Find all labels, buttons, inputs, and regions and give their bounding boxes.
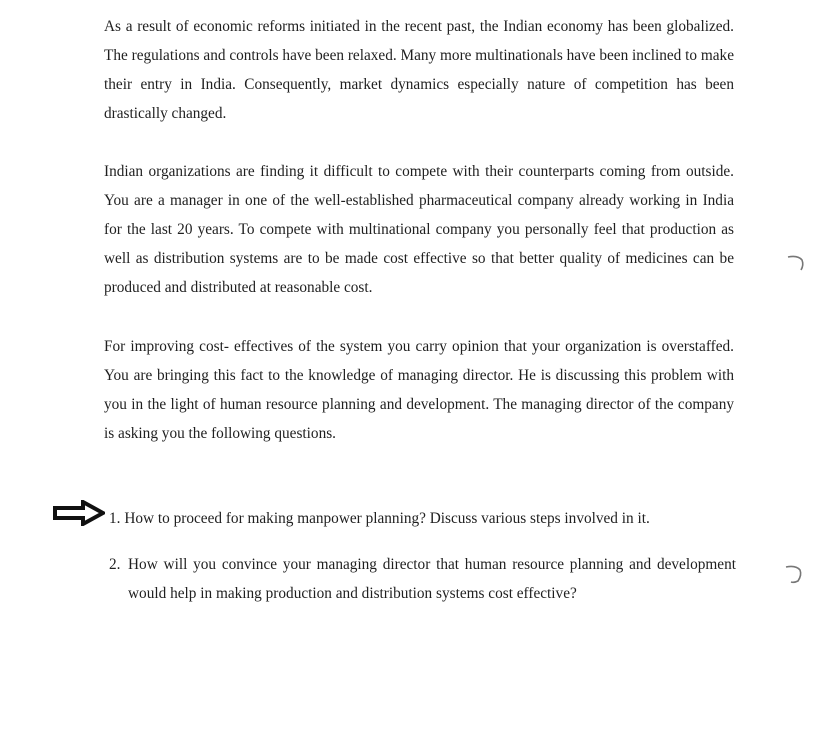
question-1-number: 1. [109, 510, 121, 527]
paragraph-competition: Indian organizations are finding it difficult to compete with their counterparts coming from outside. You are a manager in one of the well-established pharmaceutical company already working in India for the last 20 years. To compete with multinational company you personally feel that production as well as distribution systems are to be made cost effective so that better quality of medicines can be produced and distributed at reasonable cost. [104, 163, 734, 296]
question-2-number: 2. [109, 556, 121, 573]
right-arrow-icon [53, 500, 105, 526]
paragraph-overstaffing: For improving cost- effectives of the system you carry opinion that your organization is overstaffed. You are bringing this fact to the knowledge of managing director. He is discussing this problem with you in the light of human resource planning and development. The managing director of the company is asking you the following questions. [104, 338, 734, 442]
margin-bracket-icon [784, 252, 806, 274]
margin-bracket-icon [782, 562, 804, 584]
question-1 [109, 504, 734, 533]
question-1-text: How to proceed for making manpower planning? Discuss various steps involved in it. [124, 510, 650, 527]
question-2 [109, 550, 736, 608]
paragraph-economic-reforms: As a result of economic reforms initiated in the recent past, the Indian economy has been globalized. The regulations and controls have been relaxed. Many more multinationals have been inclined to make their entry in India. Consequently, market dynamics especially nature of competition has been drastically changed. [104, 18, 734, 122]
question-2-text: How will you convince your managing director that human resource planning and development would help in making production and distribution systems cost effective? [128, 556, 736, 602]
